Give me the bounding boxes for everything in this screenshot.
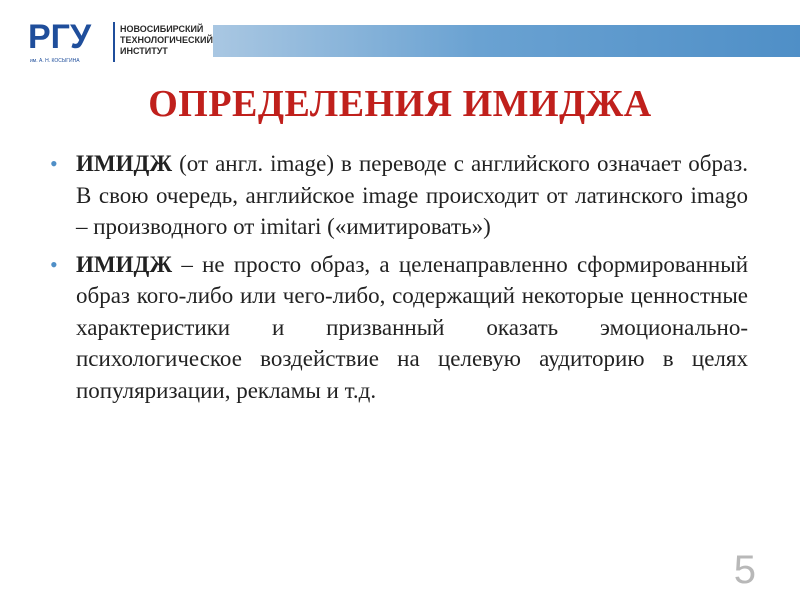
bullet-dot-icon: • (50, 151, 58, 176)
page-number: 5 (733, 548, 756, 592)
bullet-text: – не просто образ, а целенаправленно сформированный образ кого-либо или чего-либо, содержащий некоторые ценностные характеристики и призванный оказать эмоционально-психологическое воздействие на целевую аудиторию в целях популяризации, рекламы и т.д. (76, 251, 748, 403)
institute-name-line-2: ТЕХНОЛОГИЧЕСКИЙ (120, 35, 213, 45)
bullet-dot-icon: • (50, 251, 58, 277)
logo-mark: РГУ (28, 18, 92, 56)
logo-subtitle: им. А. Н. КОСЫГИНА (30, 58, 80, 64)
header-bar (213, 25, 800, 57)
bullet-term: ИМИДЖ (76, 151, 173, 176)
slide-title: ОПРЕДЕЛЕНИЯ ИМИДЖА (148, 83, 652, 125)
institute-logo (28, 18, 218, 68)
institute-name-line-1: НОВОСИБИРСКИЙ (120, 24, 204, 34)
bullet-item (48, 148, 748, 243)
bullet-item (48, 249, 748, 407)
institute-name-line-3: ИНСТИТУТ (120, 46, 168, 56)
slide-content (48, 148, 748, 412)
bullet-term: ИМИДЖ (76, 251, 173, 277)
logo-divider (113, 22, 115, 62)
bullet-text: (от англ. image) в переводе с английского означает образ. В свою очередь, английское image происходит от латинского imago – производного от imitari («имитировать») (76, 151, 748, 239)
institute-name (120, 24, 213, 57)
